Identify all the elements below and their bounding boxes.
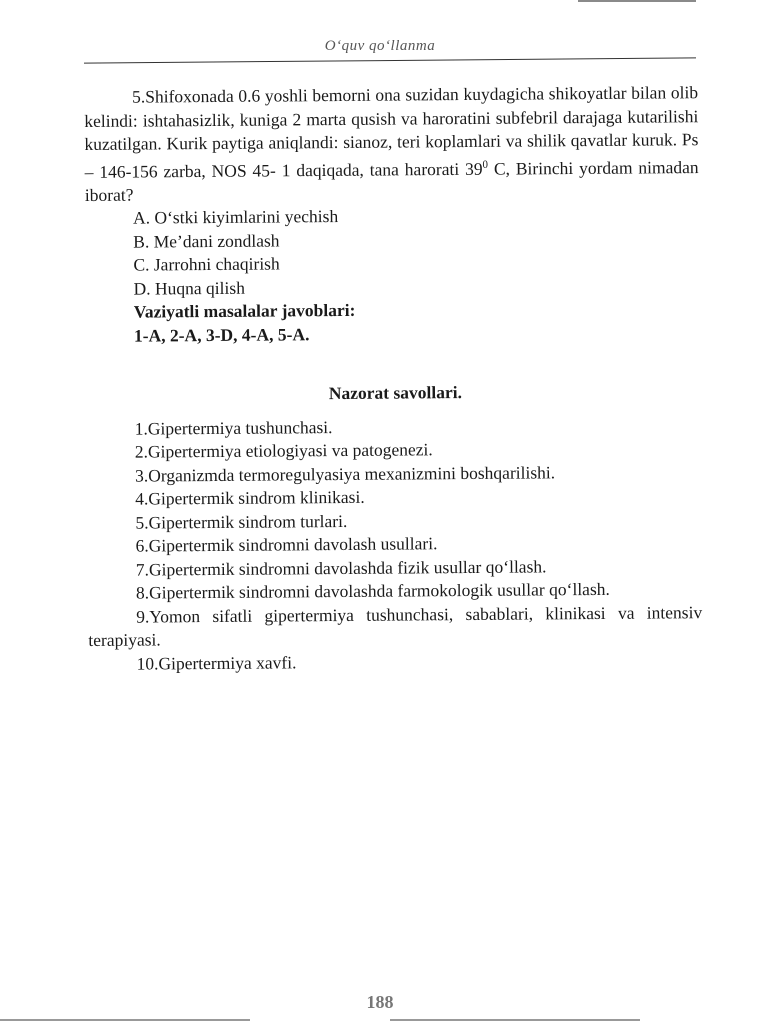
section-title: Nazorat savollari. [328, 382, 463, 404]
option-b: B. Me’dani zondlash [133, 230, 280, 252]
running-head: O‘quv qo‘llanma [324, 38, 436, 54]
question-item: 3.Organizmda termoregulyasiya mexanizmini boshqarilishi. [134, 462, 556, 486]
option-d: D. Huqna qilish [133, 277, 245, 299]
top-edge-line [578, 0, 696, 2]
degree-superscript: 0 [482, 158, 489, 171]
answers-title: Vaziyatli masalalar javoblari: [133, 300, 356, 322]
question-item: 2.Gipertermiya etiologiyasi va patogenezi. [134, 439, 433, 462]
page-content [84, 81, 703, 676]
page-number: 188 [366, 992, 394, 1012]
bottom-rule-left [0, 1019, 250, 1021]
answers-line: 1-A, 2-A, 3-D, 4-A, 5-A. [133, 324, 310, 346]
question-item: 5.Gipertermik sindrom turlari. [135, 510, 348, 533]
question-item-9: 9.Yomon sifatli gipertermiya tushunchasi, sabablari, klinikasi va intensiv terapiyasi. [88, 601, 703, 651]
bottom-rule-right [390, 1019, 640, 1021]
question-item-10: 10.Gipertermiya xavfi. [136, 652, 297, 674]
option-a: A. O‘stki kiyimlarini yechish [132, 206, 339, 228]
question-item: 8.Gipertermik sindromni davolashda farmokologik usullar qo‘llash. [135, 579, 610, 603]
problem-text-end: C, Birinchi yordam nimadan iborat? [84, 156, 699, 205]
problem-text-main: 5.Shifoxonada 0.6 yoshli bemorni ona suzidan kuydagicha shikoyatlar bilan olib kelindi: ishtahasizlik, kuniga 2 marta qusish va haroratini subfebril darajaga kutarilishi kuzatilgan. Kurik paytiga aniqlandi: sianoz, teri koplamlari va shilik qavatlar kuruk. Ps – 146-156 zarba, NOS 45- 1 daqiqada, tana harorati 39 [84, 82, 699, 182]
option-c: C. Jarrohni chaqirish [133, 253, 280, 275]
problem-text [84, 81, 699, 207]
question-item: 4.Gipertermik sindrom klinikasi. [135, 487, 365, 509]
header-rule [84, 57, 696, 63]
question-item: 7.Gipertermik sindromni davolashda fizik usullar qo‘llash. [135, 556, 547, 580]
question-item: 1.Gipertermiya tushunchasi. [134, 416, 333, 439]
question-item: 6.Gipertermik sindromni davolash usullari. [135, 533, 438, 556]
